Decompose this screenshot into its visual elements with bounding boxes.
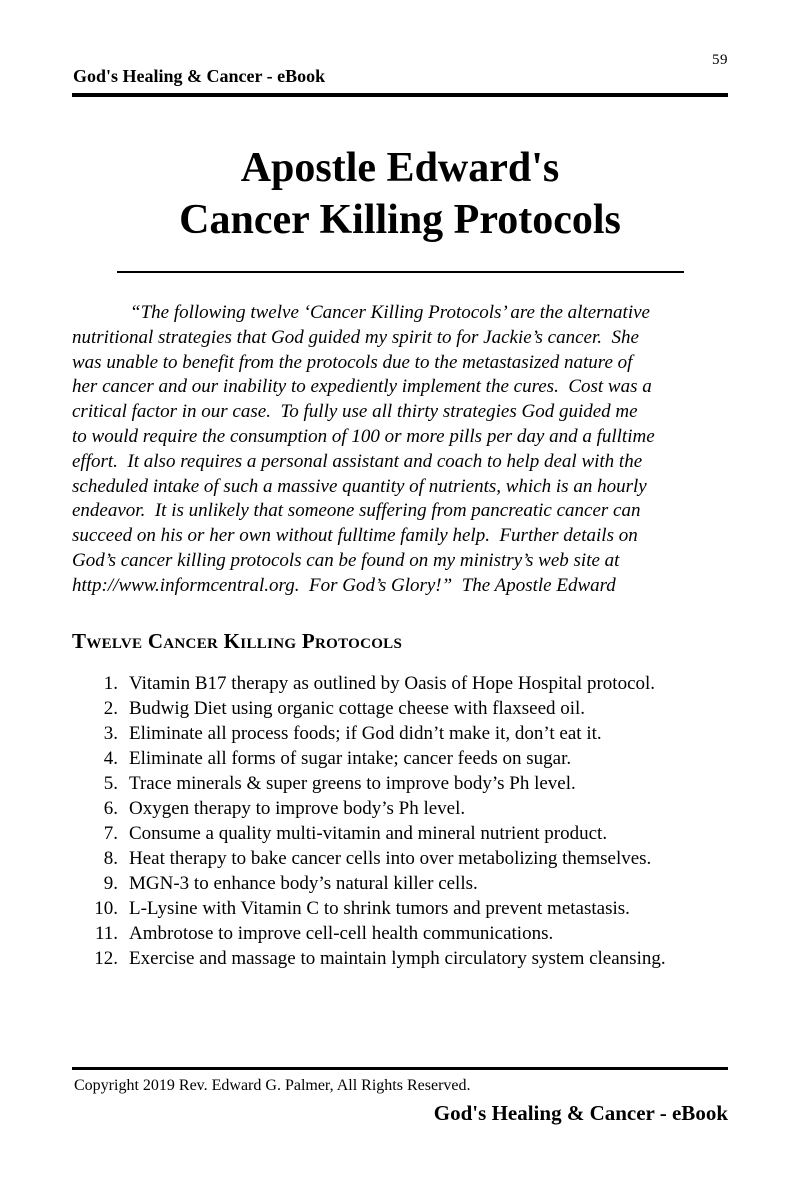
copyright-notice: Copyright 2019 Rev. Edward G. Palmer, All Rights Reserved. bbox=[74, 1077, 471, 1094]
list-item bbox=[72, 871, 742, 896]
intro-line: effort. It also requires a personal assistant and coach to help deal with the bbox=[72, 450, 643, 472]
list-item-number: 4. bbox=[103, 748, 118, 769]
intro-line: nutritional strategies that God guided my spirit to for Jackie’s cancer. She bbox=[72, 326, 639, 348]
running-footer-title: God's Healing & Cancer - eBook bbox=[433, 1101, 728, 1125]
intro-line: succeed on his or her own without fulltime family help. Further details on bbox=[72, 525, 638, 547]
list-item-text: Trace minerals & super greens to improve body’s Ph level. bbox=[129, 773, 576, 794]
list-item bbox=[72, 721, 742, 746]
intro-line: critical factor in our case. To fully use all thirty strategies God guided me bbox=[72, 401, 638, 423]
list-item bbox=[72, 771, 742, 796]
list-item-text: MGN-3 to enhance body’s natural killer cells. bbox=[129, 873, 478, 894]
list-item-text: Budwig Diet using organic cottage cheese with flaxseed oil. bbox=[129, 698, 586, 719]
title-rule bbox=[117, 271, 684, 273]
list-item-text: Ambrotose to improve cell-cell health communications. bbox=[129, 923, 554, 944]
page-number: 59 bbox=[712, 52, 728, 68]
list-item-text: Vitamin B17 therapy as outlined by Oasis of Hope Hospital protocol. bbox=[129, 673, 656, 694]
document-title bbox=[0, 142, 800, 246]
list-item-number: 1. bbox=[103, 673, 118, 694]
section-heading: Twelve Cancer Killing Protocols bbox=[72, 629, 403, 653]
list-item bbox=[72, 946, 742, 971]
intro-line: scheduled intake of such a massive quantity of nutrients, which is an hourly bbox=[72, 475, 647, 497]
intro-line: http://www.informcentral.org. For God’s Glory!” The Apostle Edward bbox=[72, 574, 616, 596]
list-item bbox=[72, 696, 742, 721]
running-header-title: God's Healing & Cancer - eBook bbox=[73, 66, 326, 86]
list-item bbox=[72, 821, 742, 846]
list-item-number: 8. bbox=[103, 848, 118, 869]
list-item bbox=[72, 896, 742, 921]
intro-quote-paragraph bbox=[72, 301, 742, 599]
list-item-number: 3. bbox=[103, 723, 118, 744]
list-item-text: Oxygen therapy to improve body’s Ph level. bbox=[129, 798, 466, 819]
list-item-number: 2. bbox=[103, 698, 118, 719]
intro-line: “The following twelve ‘Cancer Killing Protocols’ are the alternative bbox=[130, 302, 650, 323]
list-item-number: 11. bbox=[94, 923, 118, 944]
list-item-text: L-Lysine with Vitamin C to shrink tumors and prevent metastasis. bbox=[129, 898, 630, 919]
intro-line: her cancer and our inability to expediently implement the cures. Cost was a bbox=[72, 376, 652, 398]
intro-line: endeavor. It is unlikely that someone suffering from pancreatic cancer can bbox=[72, 500, 641, 522]
list-item bbox=[72, 921, 742, 946]
list-item-text: Exercise and massage to maintain lymph circulatory system cleansing. bbox=[129, 948, 666, 969]
footer-rule bbox=[72, 1067, 728, 1070]
list-item bbox=[72, 671, 742, 696]
protocol-list bbox=[72, 671, 742, 971]
header-rule bbox=[72, 93, 728, 97]
list-item-number: 12. bbox=[94, 948, 118, 969]
list-item bbox=[72, 746, 742, 771]
list-item-number: 6. bbox=[103, 798, 118, 819]
list-item bbox=[72, 846, 742, 871]
document-title-line1: Apostle Edward's bbox=[240, 145, 560, 191]
list-item-number: 10. bbox=[94, 898, 118, 919]
intro-line: God’s cancer killing protocols can be found on my ministry’s web site at bbox=[72, 549, 620, 571]
list-item-number: 5. bbox=[103, 773, 118, 794]
list-item-text: Eliminate all process foods; if God didn’t make it, don’t eat it. bbox=[129, 723, 602, 744]
list-item-number: 9. bbox=[103, 873, 118, 894]
intro-line: was unable to benefit from the protocols due to the metastasized nature of bbox=[72, 351, 633, 373]
list-item-text: Heat therapy to bake cancer cells into over metabolizing themselves. bbox=[129, 848, 652, 869]
document-title-line2: Cancer Killing Protocols bbox=[179, 197, 621, 243]
list-item-text: Eliminate all forms of sugar intake; cancer feeds on sugar. bbox=[129, 748, 572, 769]
intro-line: to would require the consumption of 100 or more pills per day and a fulltime bbox=[72, 425, 655, 447]
list-item bbox=[72, 796, 742, 821]
list-item-number: 7. bbox=[103, 823, 118, 844]
list-item-text: Consume a quality multi-vitamin and mineral nutrient product. bbox=[129, 823, 608, 844]
